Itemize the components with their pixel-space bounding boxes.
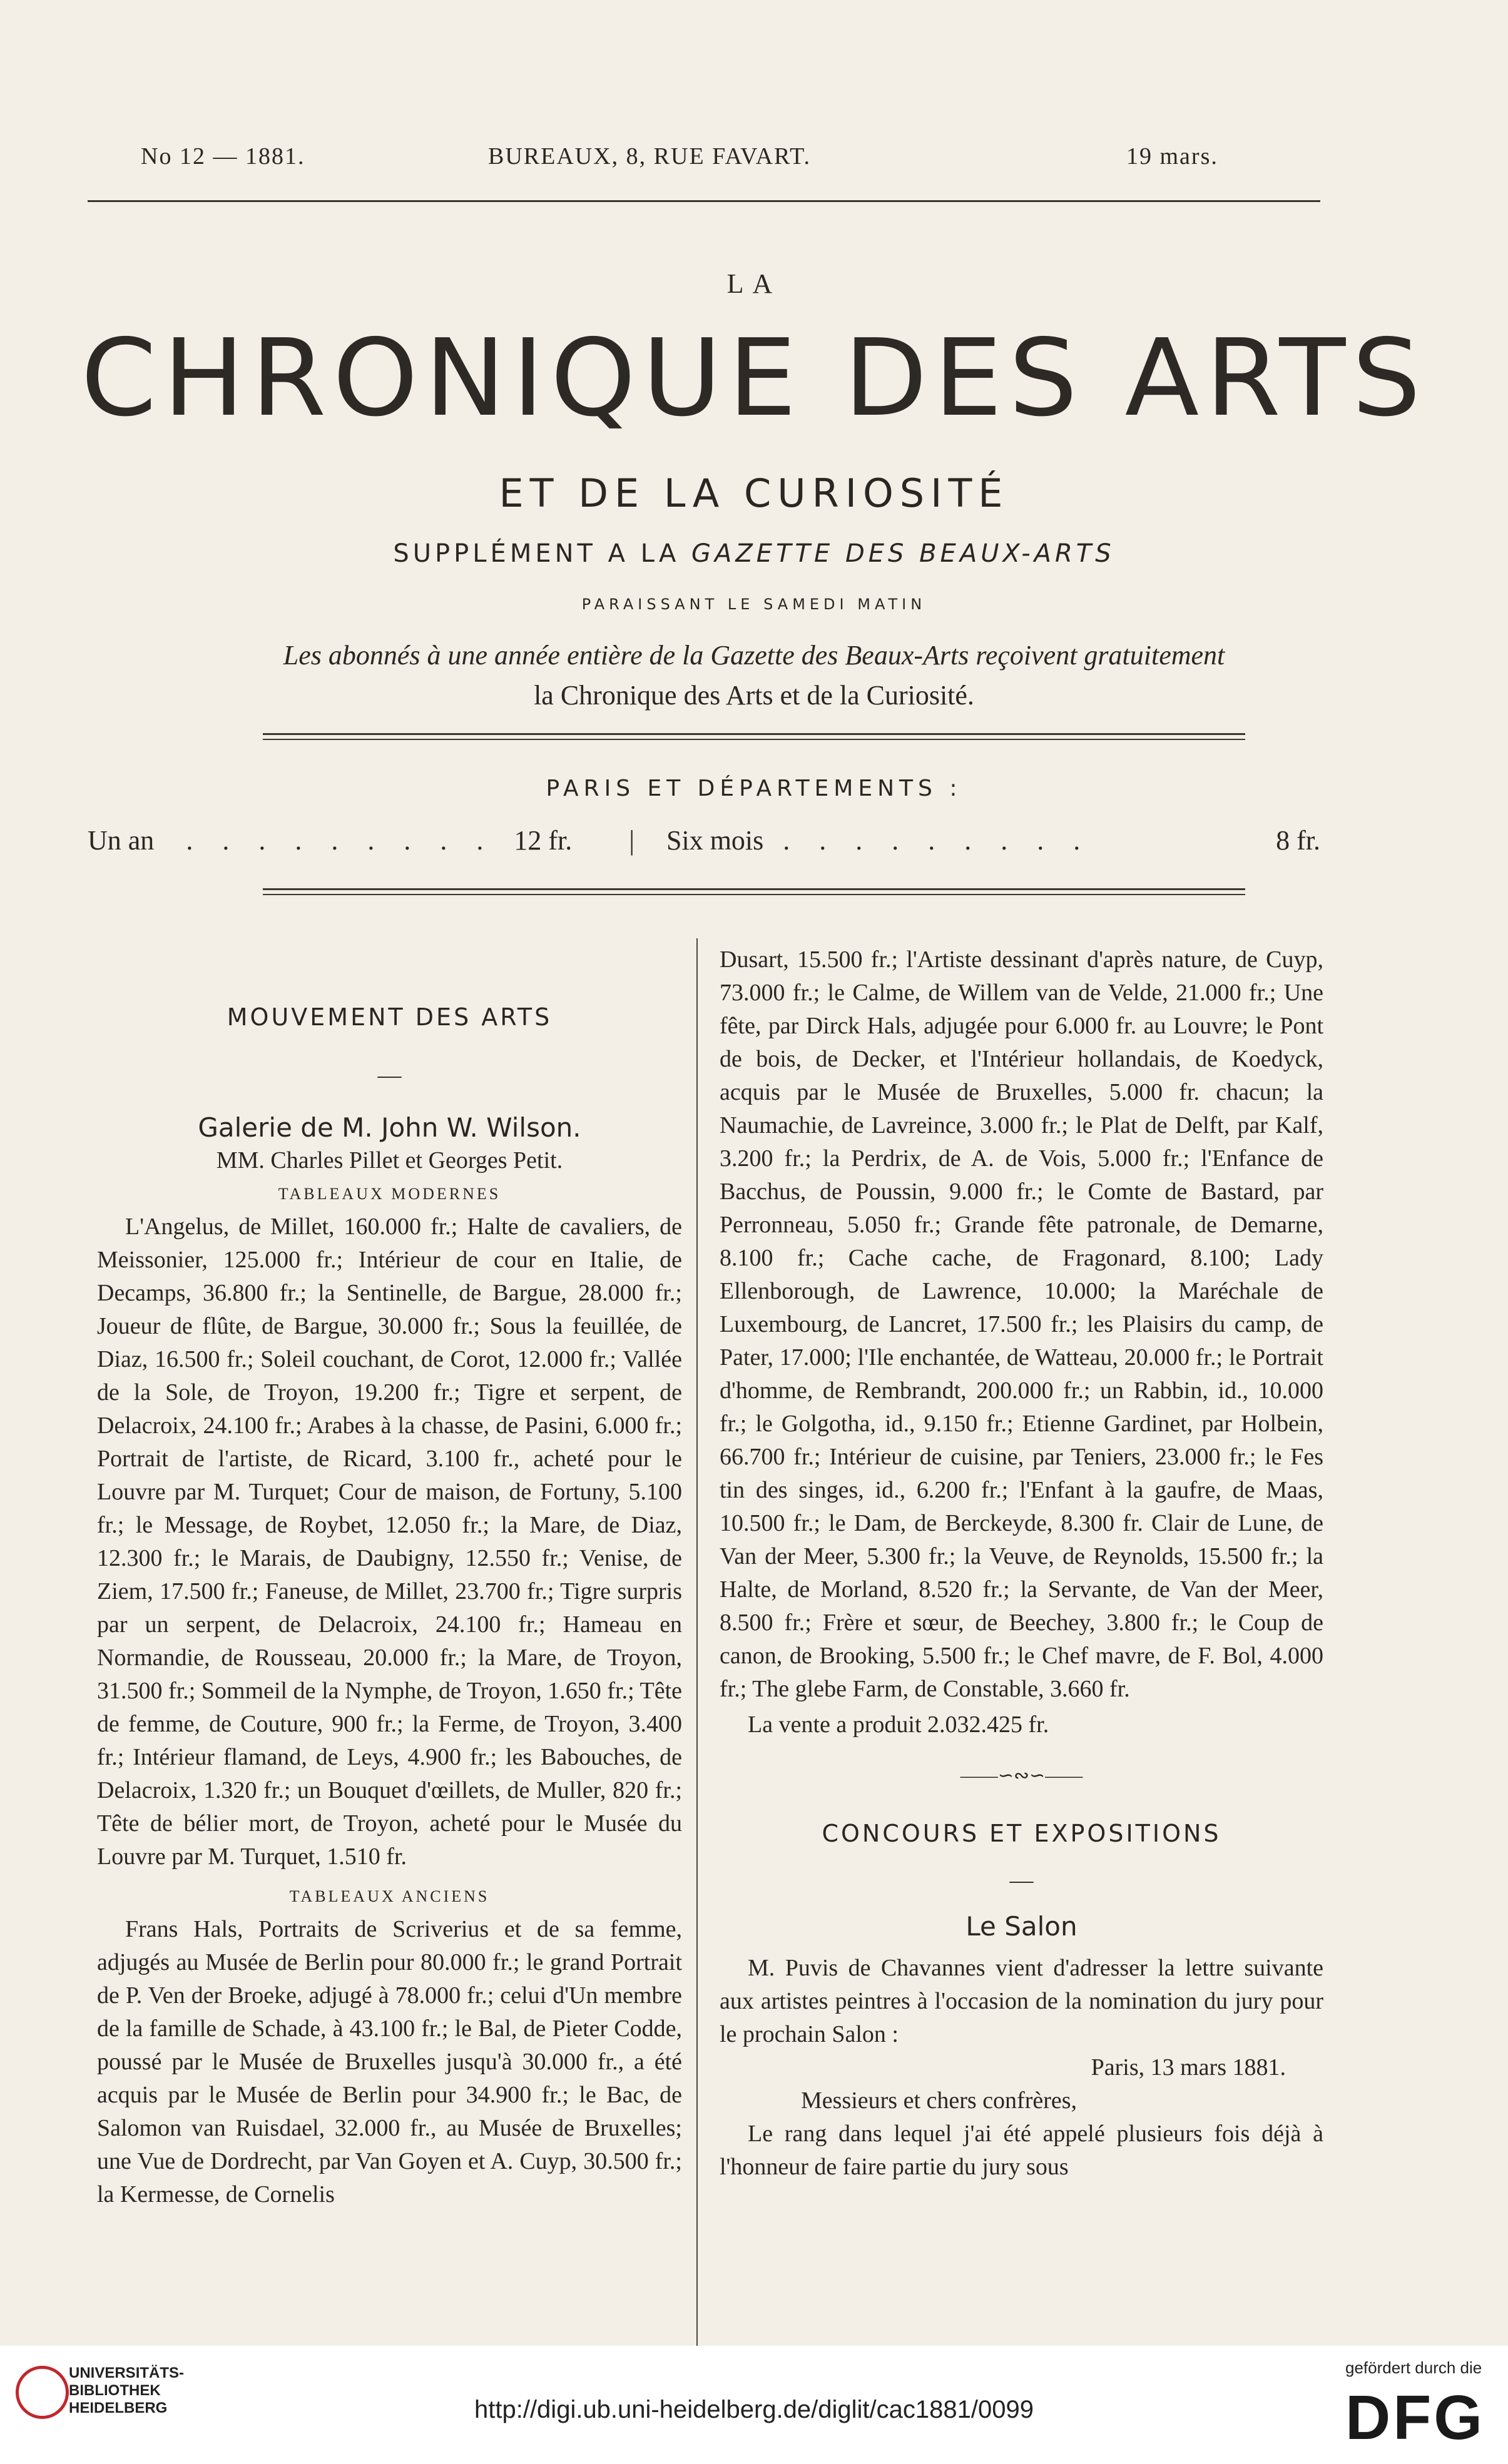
subscription-heading: PARIS ET DÉPARTEMENTS : bbox=[546, 776, 962, 801]
modern-paintings-text: L'Angelus, de Millet, 160.000 fr.; Halte de cavaliers, de Meissonier, 125.000 fr.; Intérieur de cour en Italie, de Decamps, 36.800 fr.; la Sentinelle, de Bargue, 28.000 fr.; Joueur de flûte, de Bargue, 30.000 fr.; Sous la feuillée, de Diaz, 16.500 fr.; Soleil couchant, de Corot, 12.000 fr.; Vallée de la Sole, de Troyon, 19.200 fr.; Tigre et serpent, de Delacroix, 24.100 fr.; Arabes à la chasse, de Pasini, 6.000 fr.; Portrait de l'artiste, de Ricard, 3.100 fr., acheté pour le Louvre par M. Turquet; Cour de maison, de Fortuny, 5.100 fr.; le Message, de Roybet, 12.050 fr.; la Mare, de Diaz, 12.300 fr.; le Marais, de Daubigny, 12.550 fr.; Venise, de Ziem, 17.500 fr.; Faneuse, de Millet, 23.700 fr.; Tigre surpris par un serpent, de Delacroix, 24.100 fr.; Hameau en Normandie, de Rousseau, 20.000 fr.; la Mare, de Troyon, 31.500 fr.; Sommeil de la Nymphe, de Troyon, 1.650 fr.; Tête de femme, de Couture, 900 fr.; la Ferme, de Troyon, 3.400 fr.; Intérieur flamand, de Leys, 4.900 fr.; les Babouches, de Delacroix, 1.320 fr.; un Bouquet d'œillets, de Muller, 820 fr.; Tête de bélier mort, de Troyon, acheté pour le Musée du Louvre par M. Turquet, 1.510 fr. bbox=[97, 1214, 682, 1870]
supplement-gazette: GAZETTE DES BEAUX-ARTS bbox=[691, 539, 1115, 568]
salon-title: Le Salon bbox=[965, 1911, 1078, 1942]
section-dash: — bbox=[377, 1062, 402, 1088]
sale-continued-text: Dusart, 15.500 fr.; l'Artiste dessinant d'après nature, de Cuyp, 73.000 fr.; le Calme, de Willem van de Velde, 21.000 fr.; Une fête, par Dirck Hals, adjugée pour 6.000 fr. au Louvre; le Pont de bois, de Decker, et l'Intérieur hollandais, de Koedyck, acquis par le Musée de Bruxelles, 5.000 fr. chacun; la Naumachie, de Lavreince, 3.000 fr.; le Plat de Delft, par Kalf, 3.200 fr.; la Perdrix, de A. de Vois, 5.000 fr.; l'Enfance de Bacchus, de Poussin, 9.000 fr.; le Comte de Bastard, par Perronneau, 5.050 fr.; Grande fête patronale, de Demarne, 8.100 fr.; Cache cache, de Fragonard, 8.100; Lady Ellenborough, de Lawrence, 10.000; la Maréchale de Luxembourg, de Lancret, 17.500 fr.; les Plaisirs du camp, de Pater, 17.000; l'Ile enchantée, de Watteau, 20.000 fr.; le Portrait d'homme, de Rembrandt, 200.000 fr.; un Rabbin, id., 10.000 fr.; le Golgotha, id., 9.150 fr.; Etienne Gardinet, par Holbein, 66.700 fr.; Intérieur de cuisine, par Teniers, 23.000 fr.; le Fes tin des singes, id., 6.200 fr.; l'Enfant à la gaufre, de Maas, 10.500 fr.; le Dam, de Berckeyde, 8.300 fr. Clair de Lune, de Van der Meer, 5.300 fr.; la Veuve, de Reynolds, 15.500 fr.; la Halte, de Morland, 8.520 fr.; la Servante, de Van der Meer, 8.500 fr.; Frère et sœur, de Beechey, 3.800 fr.; le Coup de canon, de Brooking, 5.500 fr.; le Chef mavre, de F. Bol, 4.000 fr.; The glebe Farm, de Constable, 3.660 fr. bbox=[720, 946, 1323, 1702]
masthead-subtitle: ET DE LA CURIOSITÉ bbox=[499, 470, 1009, 516]
publication-schedule: PARAISSANT LE SAMEDI MATIN bbox=[581, 596, 927, 613]
subscription-prices: Un an . . . . . . . . . 12 fr. | Six mois . . . . . . . . . 8 fr. bbox=[88, 825, 1320, 856]
six-months-label: Six mois bbox=[666, 825, 764, 856]
masthead-title: CHRONIQUE DES ARTS bbox=[81, 317, 1427, 440]
section-title-concours: CONCOURS ET EXPOSITIONS bbox=[822, 1820, 1221, 1847]
ancient-paintings-heading: TABLEAUX ANCIENS bbox=[289, 1887, 490, 1905]
permalink[interactable]: http://digi.ub.uni-heidelberg.de/diglit/cac1881/0099 bbox=[474, 2396, 1034, 2423]
column-divider bbox=[696, 938, 698, 2365]
library-name: UNIVERSITÄTS- BIBLIOTHEK HEIDELBERG bbox=[69, 2365, 185, 2416]
office-address: BUREAUX, 8, RUE FAVART. bbox=[488, 143, 811, 170]
masthead-la: LA bbox=[726, 268, 782, 299]
issue-number: No 12 — 1881. bbox=[141, 143, 305, 170]
modern-paintings-heading: TABLEAUX MODERNES bbox=[278, 1185, 501, 1203]
price-separator: | bbox=[629, 825, 635, 856]
issue-date: 19 mars. bbox=[1126, 143, 1218, 170]
year-label: Un an bbox=[88, 825, 155, 856]
funding-note: gefördert durch die bbox=[1345, 2358, 1482, 2377]
year-price: 12 fr. bbox=[514, 825, 573, 856]
subscriber-note-line1: Les abonnés à une année entière de la Gazette des Beaux-Arts reçoivent gratuitement bbox=[283, 640, 1225, 671]
sale-total: La vente a produit 2.032.425 fr. bbox=[748, 1711, 1049, 1738]
subscriber-note-line2: la Chronique des Arts et de la Curiosité. bbox=[534, 680, 974, 711]
section-dash-right: — bbox=[1009, 1867, 1034, 1894]
salon-text: M. Puvis de Chavannes vient d'adresser la lettre suivante aux artistes peintres à l'occasion de la nomination du jury pour le prochain Salon : bbox=[720, 1955, 1323, 2047]
dfg-logo: DFG bbox=[1345, 2383, 1485, 2453]
right-column bbox=[720, 943, 1323, 2184]
masthead-rule bbox=[263, 733, 1245, 740]
subscription-rule bbox=[263, 888, 1245, 895]
ornament-divider: ——∽∾∽—— bbox=[960, 1765, 1083, 1786]
six-months-price: 8 fr. bbox=[1276, 825, 1320, 856]
experts-line: MM. Charles Pillet et Georges Petit. bbox=[216, 1147, 563, 1174]
masthead-supplement bbox=[0, 539, 1508, 568]
letter-date: Paris, 13 mars 1881. bbox=[1091, 2054, 1286, 2081]
gallery-title: Galerie de M. John W. Wilson. bbox=[198, 1112, 581, 1143]
section-title-mouvement: MOUVEMENT DES ARTS bbox=[227, 1003, 553, 1031]
supplement-prefix: SUPPLÉMENT A LA bbox=[393, 539, 680, 568]
left-column bbox=[97, 938, 682, 2211]
letter-text: Le rang dans lequel j'ai été appelé plusieurs fois déjà à l'honneur de faire partie du jury sous bbox=[720, 2121, 1323, 2180]
ancient-paintings-text: Frans Hals, Portraits de Scriverius et de sa femme, adjugés au Musée de Berlin pour 80.000 fr.; le grand Portrait de P. Ven der Broeke, adjugé à 78.000 fr.; celui d'Un membre de la famille de Schade, à 43.100 fr.; le Bal, de Pieter Codde, poussé par le Musée de Bruxelles jusqu'à 30.000 fr., a été acquis par le Musée de Berlin pour 34.900 fr.; le Bac, de Salomon van Ruisdael, 32.000 fr., au Musée de Bruxelles; une Vue de Dordrecht, par Van Goyen et A. Cuyp, 30.500 fr.; la Kermesse, de Cornelis bbox=[97, 1916, 682, 2208]
letter-salutation: Messieurs et chers confrères, bbox=[801, 2087, 1078, 2114]
header-rule bbox=[88, 200, 1320, 202]
